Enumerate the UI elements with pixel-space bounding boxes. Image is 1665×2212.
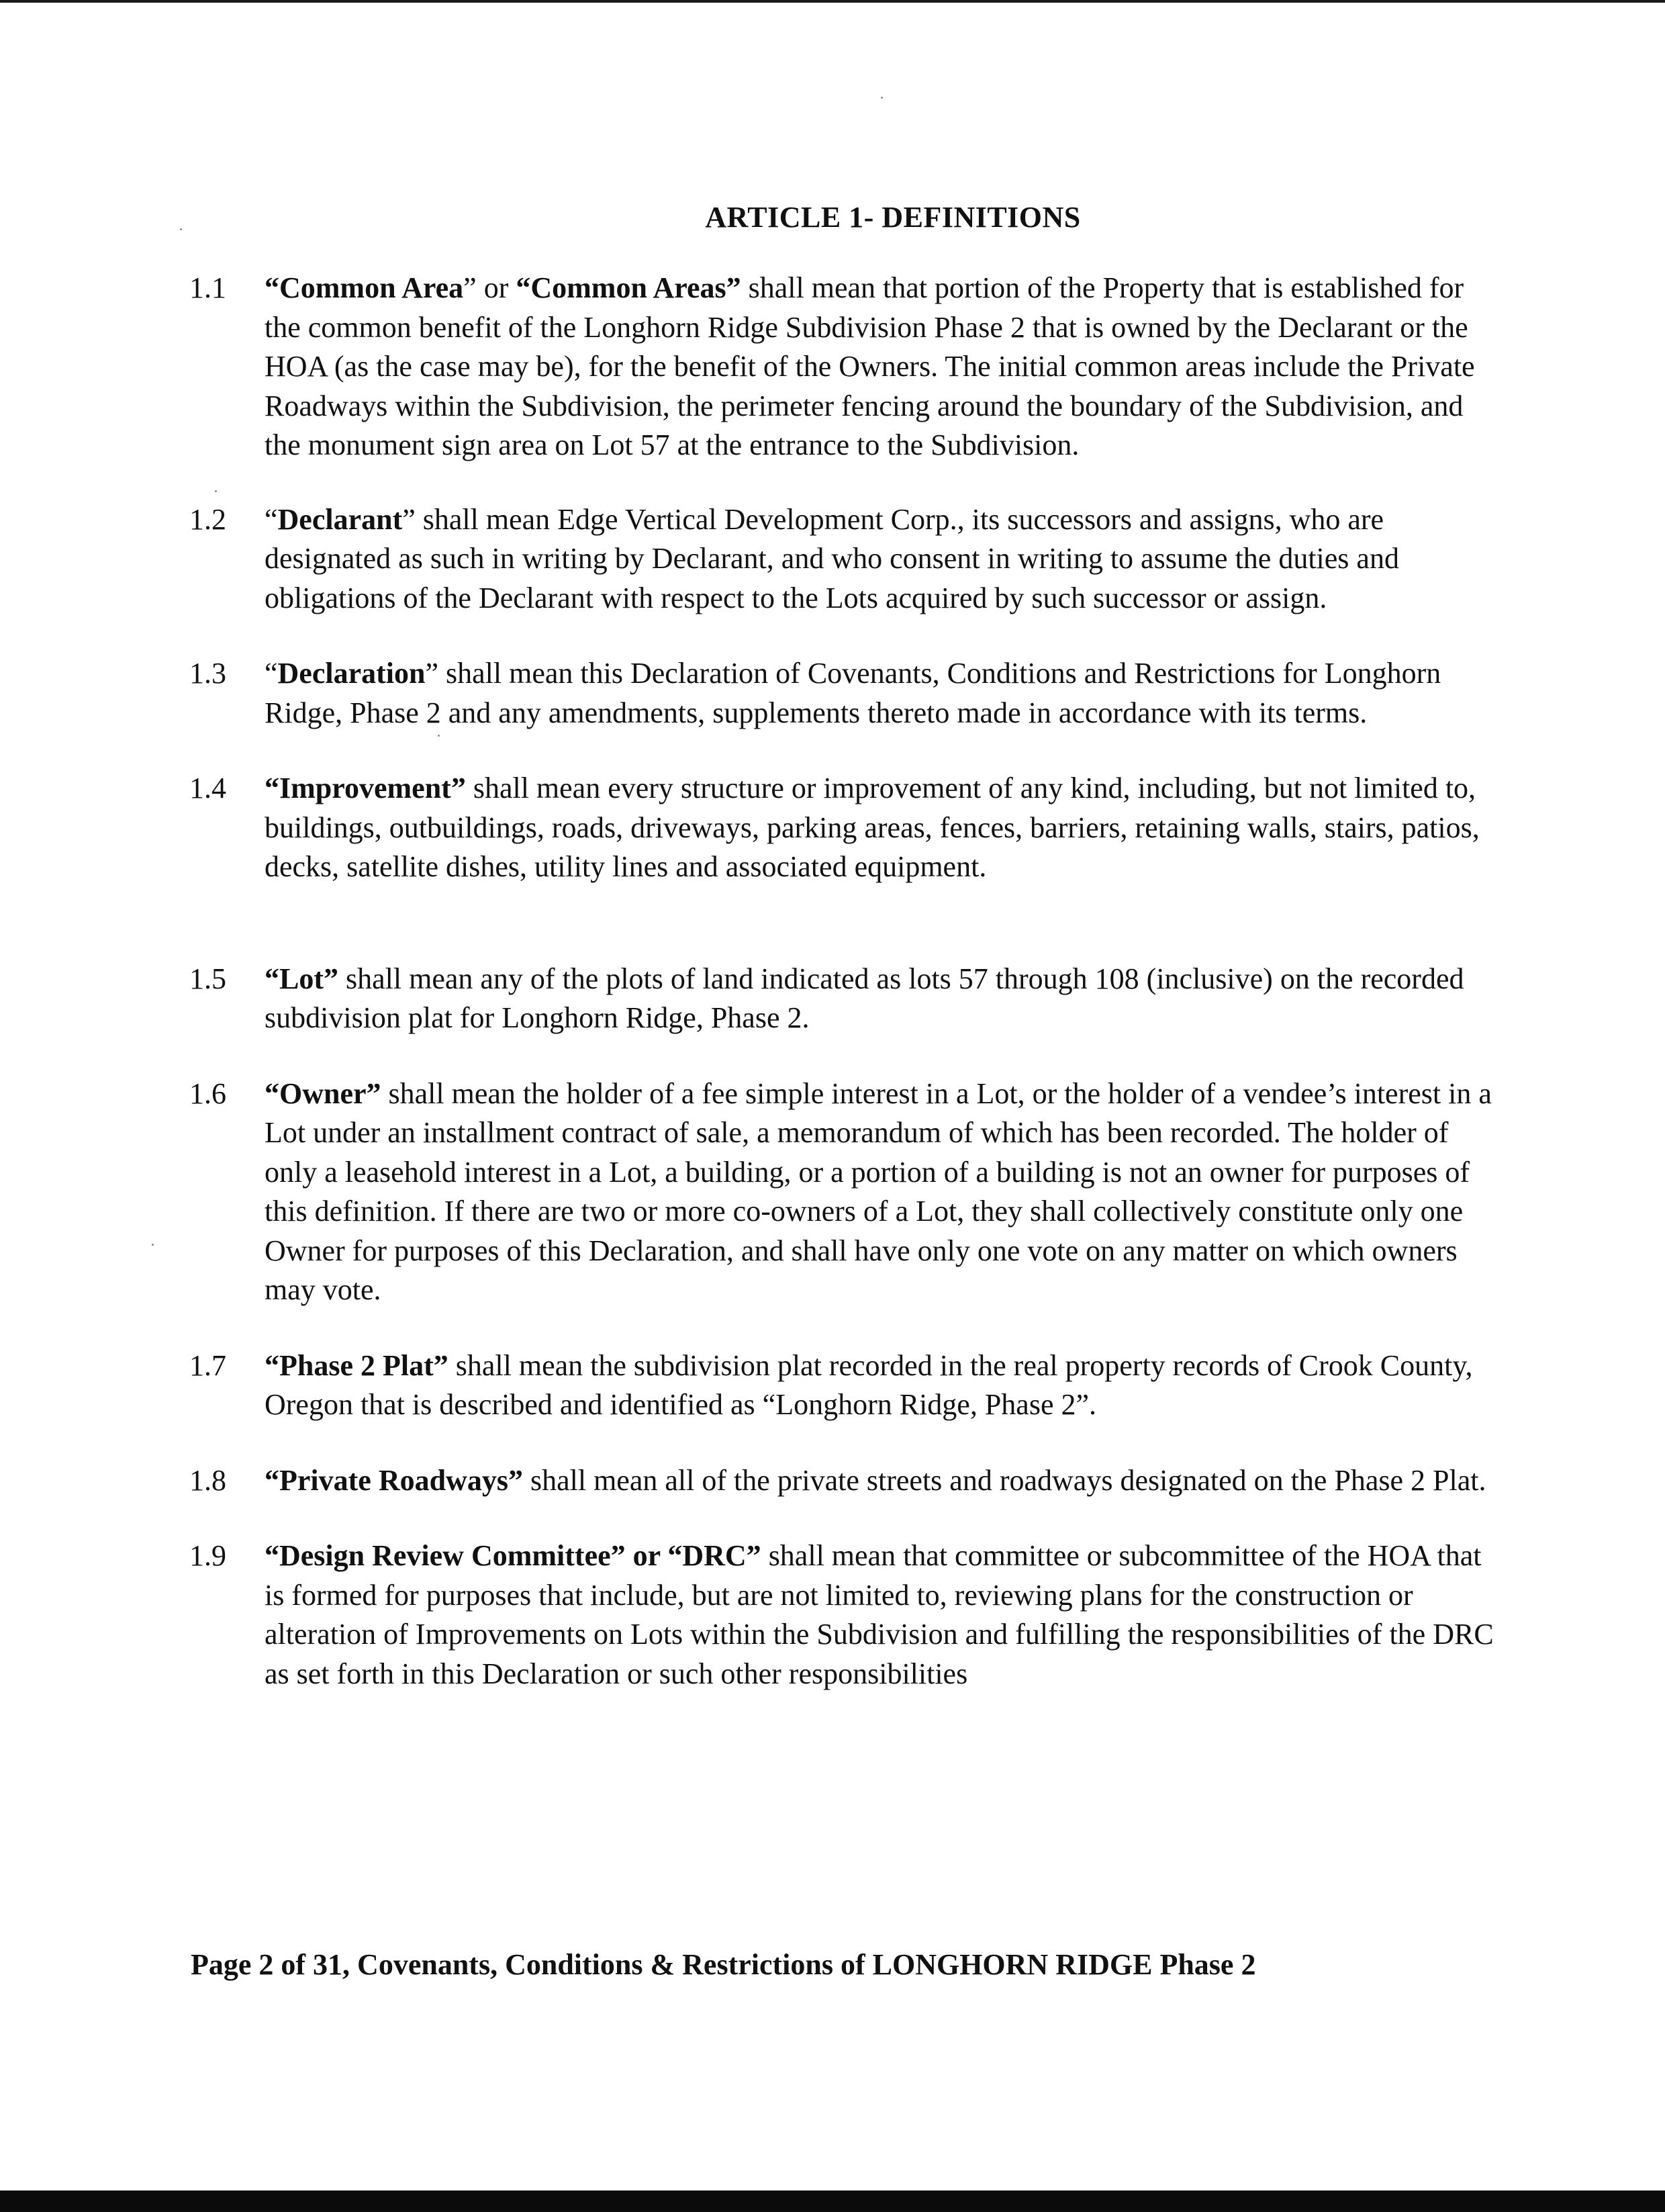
definition-1-5 [189,960,1505,1038]
defined-term: “Owner” [265,1076,381,1110]
scan-speck [438,735,440,737]
definition-1-3 [189,654,1505,733]
text-run: shall mean that portion of the Property that is established for the common benefit of the Longhorn Ridge Subdivision Phase 2 that is owned by the Declarant or the HOA (as the case may be), for the benefit of the Owners. The initial common areas include the Private Roadways within the Subdivision, the perimeter fencing around the boundary of the Subdivision, and the monument sign area on Lot 57 at the entrance to the Subdivision. [265,271,1475,461]
text-run: “ [265,657,278,690]
scan-bottom-edge [0,2191,1665,2212]
defined-term: Declarant [277,502,403,536]
text-run: “ [265,502,278,536]
section-number: 1.9 [189,1539,226,1572]
scan-speck [180,228,182,230]
text-run: shall mean that committee or subcommittee of the HOA that is formed for purposes that include, but are not limited to, reviewing plans for the construction or alteration of Improvements on Lots within the Subdivision and fulfilling the responsibilities of the DRC as set forth in this Declaration or such other responsibilities [265,1539,1494,1690]
text-run: shall mean all of the private streets and roadways designated on the Phase 2 Plat. [522,1463,1486,1497]
scan-speck [152,1244,154,1246]
definition-1-4 [189,769,1505,887]
section-number: 1.6 [189,1076,226,1110]
section-text [265,960,1505,1038]
section-text [265,269,1505,465]
defined-term: “Design Review Committee” or “DRC” [265,1539,761,1572]
section-number: 1.2 [189,502,226,536]
definition-1-2 [189,500,1505,618]
definition-1-1 [189,269,1505,465]
text-run: ” or [463,271,516,304]
text-run: shall mean every structure or improvement of any kind, including, but not limited to, buildings, outbuildings, roads, driveways, parking areas, fences, barriers, retaining walls, stairs, patios, decks, satellite dishes, utility lines and associated equipment. [265,772,1480,883]
section-text [265,500,1505,618]
scan-speck [881,97,883,99]
definition-1-6 [189,1074,1505,1310]
scan-speck [215,490,217,492]
text-run: ” shall mean this Declaration of Covenants, Conditions and Restrictions for Longhorn Ridge, Phase 2 and any amendments, supplements thereto made in accordance with its terms. [265,657,1441,729]
text-run: shall mean the holder of a fee simple interest in a Lot, or the holder of a vendee’s interest in a Lot under an installment contract of sale, a memorandum of which has been recorded. The holder of only a leasehold interest in a Lot, a building, or a portion of a building is not an owner for purposes of this definition. If there are two or more co-owners of a Lot, they shall collectively constitute only one Owner for purposes of this Declaration, and shall have only one vote on any matter on which owners may vote. [265,1076,1492,1306]
text-run: shall mean any of the plots of land indicated as lots 57 through 108 (inclusive) on the recorded subdivision plat for Longhorn Ridge, Phase 2. [265,962,1464,1034]
article-title: ARTICLE 1- DEFINITIONS [705,201,1081,234]
section-text [265,769,1505,887]
defined-term: “Lot” [265,962,338,995]
section-number: 1.7 [189,1348,226,1382]
definitions-list [189,269,1505,1694]
section-text [265,654,1505,733]
defined-term: “Improvement” [265,772,466,804]
section-number: 1.4 [189,772,226,804]
section-number: 1.8 [189,1463,226,1497]
section-text [265,1346,1505,1425]
section-text [265,1461,1505,1501]
text-run: ” shall mean Edge Vertical Development Corp., its successors and assigns, who are designated as such in writing by Declarant, and who consent in writing to assume the duties and obligations of the Declarant with respect to the Lots acquired by such successor or assign. [265,502,1399,614]
defined-term: “Common Areas” [516,271,741,304]
definition-1-8 [189,1461,1505,1501]
defined-term: “Private Roadways” [265,1463,523,1497]
defined-term: “Phase 2 Plat” [265,1348,448,1382]
definition-1-7 [189,1346,1505,1425]
definition-1-9 [189,1536,1505,1694]
section-number: 1.1 [189,271,226,304]
scan-top-edge [0,0,1665,3]
text-run: shall mean the subdivision plat recorded in the real property records of Crook County, Oregon that is described and identified as “Longhorn Ridge, Phase 2”. [265,1348,1473,1421]
page-footer: Page 2 of 31, Covenants, Conditions & Restrictions of LONGHORN RIDGE Phase 2 [191,1948,1256,1981]
section-text [265,1536,1505,1694]
defined-term: “Common Area [265,271,464,304]
defined-term: Declaration [277,657,426,690]
section-text [265,1074,1505,1310]
section-number: 1.3 [189,657,226,690]
section-number: 1.5 [189,962,226,995]
